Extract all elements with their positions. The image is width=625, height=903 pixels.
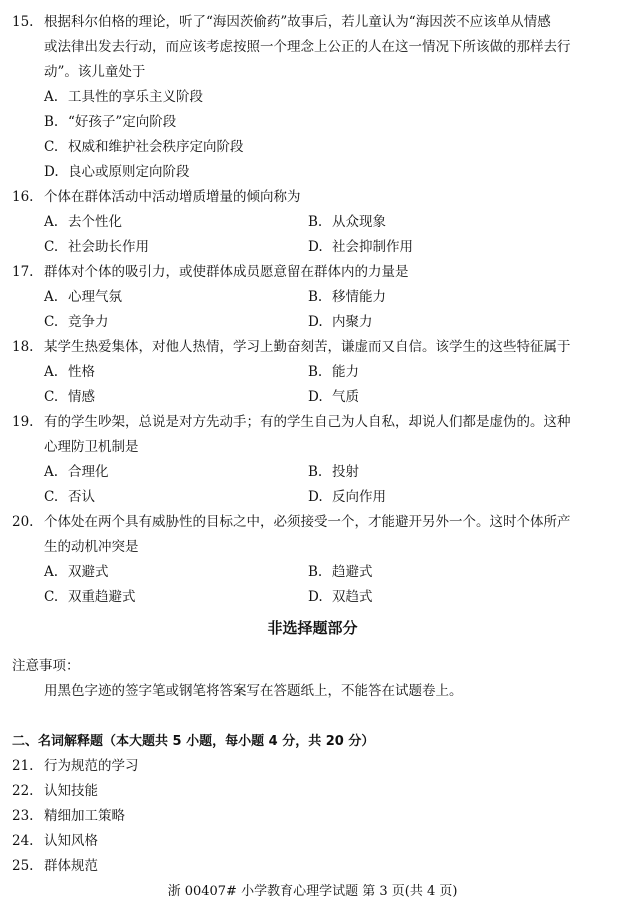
question-stem-line: 个体处在两个具有威胁性的目标之中，必须接受一个，才能避开另外一个。这时个体所产: [44, 514, 571, 530]
option-b: B. 趋避式: [308, 564, 373, 580]
question-20: [12, 510, 612, 560]
option-a: A. 心理气氛: [44, 289, 122, 305]
option-c: C. 权威和维护社会秩序定向阶段: [44, 139, 244, 155]
question-stem-line: 动”。该儿童处于: [44, 64, 146, 80]
question-number: 17.: [12, 264, 34, 280]
term-item: 25. 群体规范: [12, 858, 98, 874]
option-d: D. 气质: [308, 389, 359, 405]
term-item: 21. 行为规范的学习: [12, 758, 139, 774]
option-a: A. 工具性的享乐主义阶段: [44, 89, 203, 105]
question-number: 16.: [12, 189, 34, 205]
section-title: 非选择题部分: [267, 619, 358, 637]
option-c: C. 情感: [44, 389, 95, 405]
option-b: B. 从众现象: [308, 214, 386, 230]
question-stem-line: 或法律出发去行动，而应该考虑按照一个理念上公正的人在这一情况下所该做的那样去行: [44, 39, 571, 55]
option-a: A. 去个性化: [44, 214, 122, 230]
question-18: [12, 335, 612, 360]
question-stem-line: 有的学生吵架，总说是对方先动手；有的学生自己为人自私，却说人们都是虚伪的。这种: [44, 414, 571, 430]
question-number: 20.: [12, 514, 34, 530]
option-a: A. 合理化: [44, 464, 109, 480]
option-a: A. 双避式: [44, 564, 109, 580]
option-c: C. 否认: [44, 489, 95, 505]
question-15: [12, 10, 612, 85]
option-d: D. 内聚力: [308, 314, 373, 330]
option-d: D. 良心或原则定向阶段: [44, 164, 190, 180]
option-a: A. 性格: [44, 364, 95, 380]
option-d: D. 双趋式: [308, 589, 373, 605]
notice-body: 用黑色字迹的签字笔或钢笔将答案写在答题纸上，不能答在试题卷上。: [44, 683, 463, 699]
question-stem-line: 生的动机冲突是: [44, 539, 139, 555]
question-stem-line: 群体对个体的吸引力，或使群体成员愿意留在群体内的力量是: [44, 264, 409, 280]
question-number: 18.: [12, 339, 34, 355]
option-c: C. 社会助长作用: [44, 239, 149, 255]
part2-heading: 二、名词解释题（本大题共 5 小题，每小题 4 分，共 20 分）: [12, 734, 375, 749]
option-d: D. 反向作用: [308, 489, 386, 505]
question-16: [12, 185, 612, 210]
notice-heading: 注意事项：: [12, 658, 80, 674]
question-17: [12, 260, 612, 285]
page-footer: 浙 00407# 小学教育心理学试题 第 3 页(共 4 页): [167, 884, 458, 899]
term-item: 23. 精细加工策略: [12, 808, 125, 824]
option-c: C. 竞争力: [44, 314, 109, 330]
question-stem-line: 心理防卫机制是: [44, 439, 139, 455]
option-b: B. 移情能力: [308, 289, 386, 305]
question-stem-line: 某学生热爱集体，对他人热情，学习上勤奋刻苦，谦虚而又自信。该学生的这些特征属于: [44, 339, 571, 355]
question-19: [12, 410, 612, 460]
option-c: C. 双重趋避式: [44, 589, 136, 605]
question-stem-line: 个体在群体活动中活动增质增量的倾向称为: [44, 189, 301, 205]
question-number: 19.: [12, 414, 34, 430]
question-number: 15.: [12, 14, 34, 30]
option-b: B. 投射: [308, 464, 359, 480]
term-item: 24. 认知风格: [12, 833, 98, 849]
term-item: 22. 认知技能: [12, 783, 98, 799]
option-b: B. 能力: [308, 364, 359, 380]
option-b: B. “好孩子”定向阶段: [44, 114, 177, 130]
question-stem-line: 根据科尔伯格的理论，听了“海因茨偷药”故事后，若儿童认为“海因茨不应该单从情感: [44, 14, 551, 30]
option-d: D. 社会抑制作用: [308, 239, 413, 255]
